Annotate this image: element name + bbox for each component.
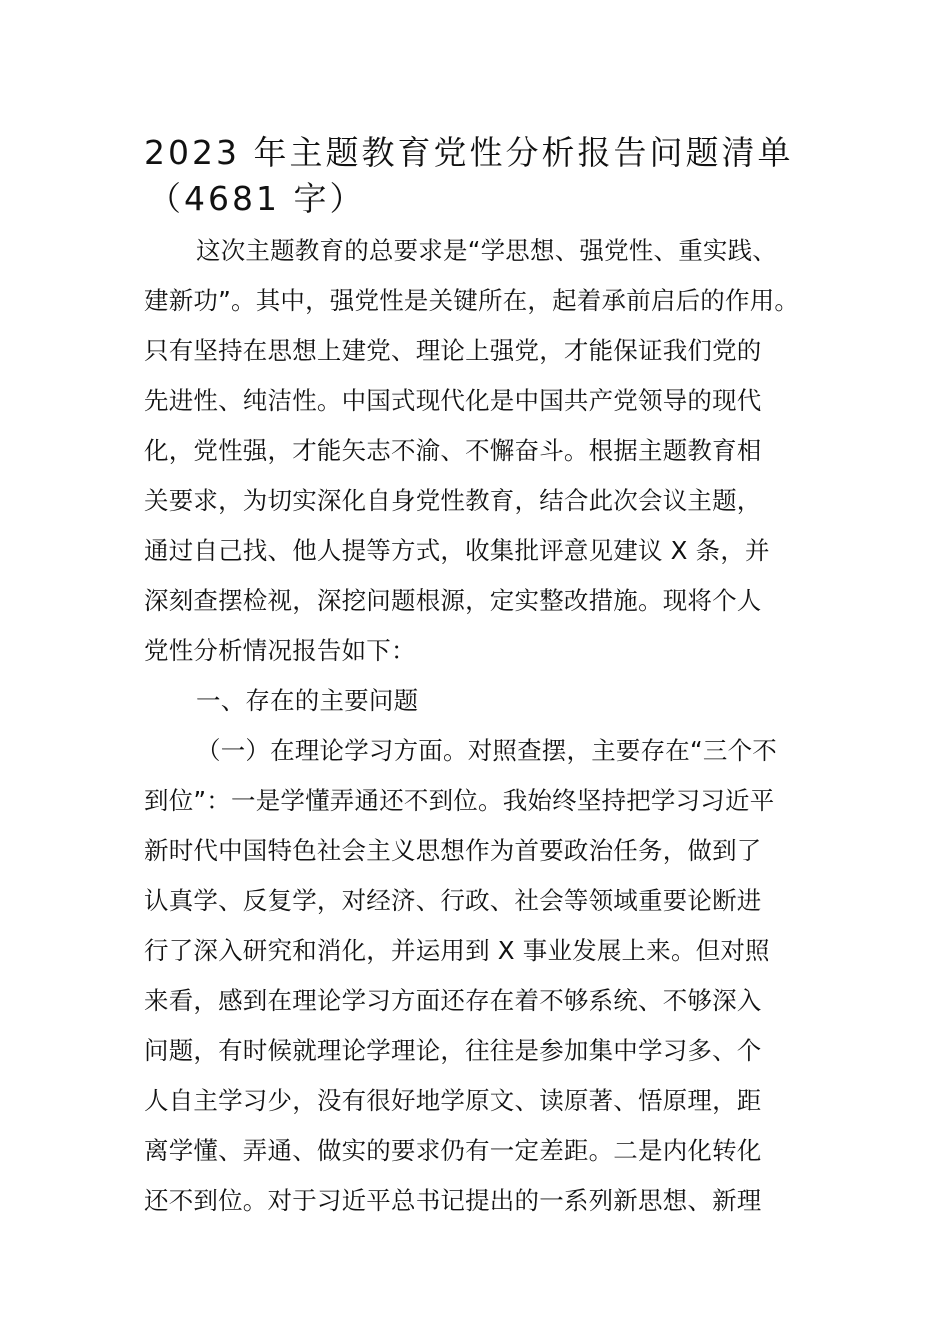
paragraph-line: 先进性、纯洁性。中国式现代化是中国共产党领导的现代 xyxy=(144,386,762,415)
paragraph-line: 问题，有时候就理论学理论，往往是参加集中学习多、个 xyxy=(144,1036,762,1065)
paragraph-line: 深刻查摆检视，深挖问题根源，定实整改措施。现将个人 xyxy=(144,586,762,615)
paragraph-line: 建新功”。其中，强党性是关键所在，起着承前启后的作用。 xyxy=(144,286,800,315)
paragraph-line: 到位”：一是学懂弄通还不到位。我始终坚持把学习习近平 xyxy=(144,786,775,815)
paragraph-line: 通过自己找、他人提等方式，收集批评意见建议 X 条，并 xyxy=(144,536,770,565)
paragraph-line: 这次主题教育的总要求是“学思想、强党性、重实践、 xyxy=(196,236,777,265)
document-subtitle-word-count: （4681 字） xyxy=(148,179,366,218)
section-heading: 一、存在的主要问题 xyxy=(196,686,419,715)
paragraph-line: 人自主学习少，没有很好地学原文、读原著、悟原理，距 xyxy=(144,1086,762,1115)
paragraph-line: 关要求，为切实深化自身党性教育，结合此次会议主题， xyxy=(144,486,762,515)
paragraph-line: 只有坚持在思想上建党、理论上强党，才能保证我们党的 xyxy=(144,336,762,365)
paragraph-line: 行了深入研究和消化，并运用到 X 事业发展上来。但对照 xyxy=(144,936,770,965)
subsection-heading-line: （一）在理论学习方面。对照查摆，主要存在“三个不 xyxy=(196,736,777,765)
paragraph-line: 还不到位。对于习近平总书记提出的一系列新思想、新理 xyxy=(144,1186,762,1215)
paragraph-line: 化，党性强，才能矢志不渝、不懈奋斗。根据主题教育相 xyxy=(144,436,762,465)
paragraph-line: 新时代中国特色社会主义思想作为首要政治任务，做到了 xyxy=(144,836,762,865)
paragraph-line: 认真学、反复学，对经济、行政、社会等领域重要论断进 xyxy=(144,886,762,915)
paragraph-line: 离学懂、弄通、做实的要求仍有一定差距。二是内化转化 xyxy=(144,1136,762,1165)
document-title: 2023 年主题教育党性分析报告问题清单 xyxy=(144,133,794,172)
paragraph-line: 党性分析情况报告如下： xyxy=(144,636,416,665)
paragraph-line: 来看，感到在理论学习方面还存在着不够系统、不够深入 xyxy=(144,986,762,1015)
